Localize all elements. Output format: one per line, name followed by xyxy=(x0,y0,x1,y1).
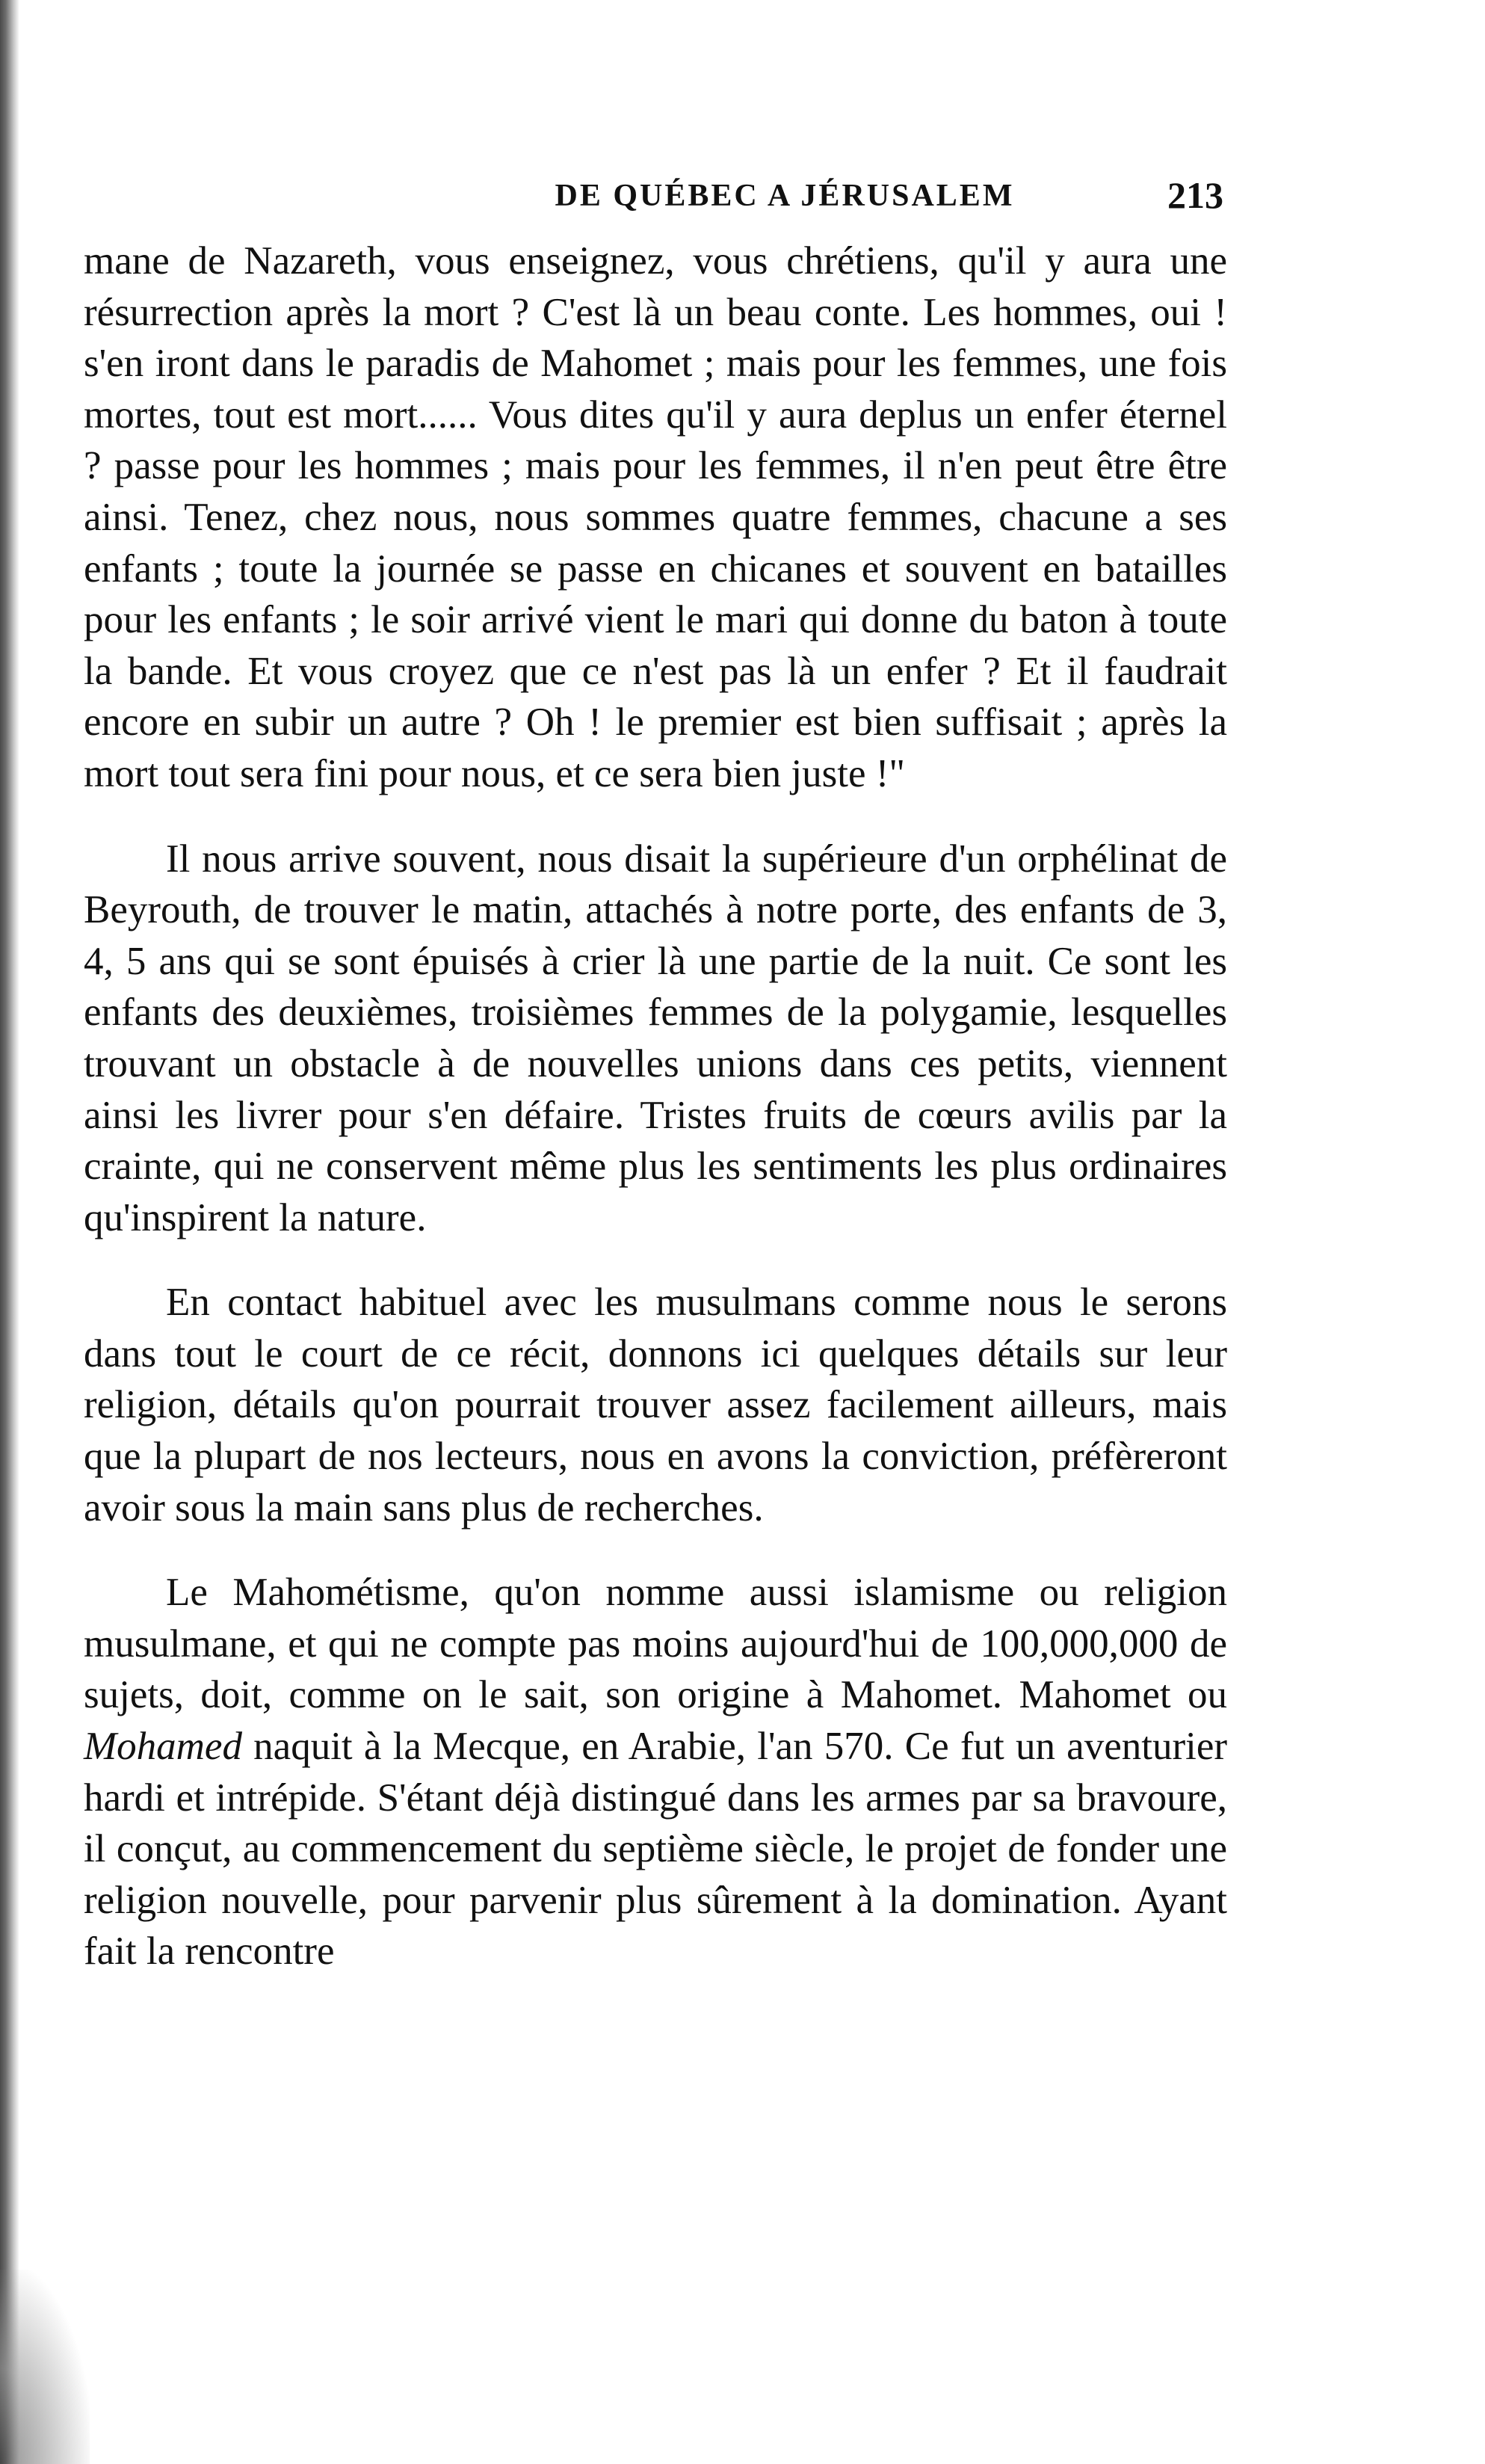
paragraph-mahometism-part1: Le Mahométisme, qu'on nomme aussi islamisme ou religion musulmane, et qui ne compte pas moins aujourd'hui de 100,000,000 de sujets, doit, comme on le sait, son origine à Mahomet. Mahomet ou xyxy=(84,1571,1227,1717)
page-number: 213 xyxy=(1167,174,1223,216)
paragraph-mahometism-part2: naquit à la Mecque, en Arabie, l'an 570. Ce fut un aventurier hardi et intrépide. S'étant déjà distingué dans les armes par sa bravoure, il conçut, au commencement du septième siècle, le projet de fonder une religion nouvelle, pour parvenir plus sûrement à la domination. Ayant fait la rencontre xyxy=(84,1725,1227,1974)
paragraph-muslim-contact: En contact habituel avec les musulmans comme nous le serons dans tout le court de ce récit, donnons ici quelques détails sur leur religion, détails qu'on pourrait trouver assez facilement ailleurs, mais que la plupart de nos lecteurs, nous en avons la conviction, préfèreront avoir sous la main sans plus de recherches. xyxy=(84,1281,1227,1530)
mohamed-italic: Mohamed xyxy=(84,1725,242,1769)
scan-shadow-corner xyxy=(0,2270,90,2464)
paragraph-quote-continuation: mane de Nazareth, vous enseignez, vous chrétiens, qu'il y aura une résurrection après la mort ? C'est là un beau conte. Les hommes, oui ! s'en iront dans le paradis de Mahomet ; mais pour les femmes, une fois mortes, tout est mort...... Vous dites qu'il y aura deplus un enfer éternel ? passe pour les hommes ; mais pour les femmes, il n'en peut être être ainsi. Tenez, chez nous, nous sommes quatre femmes, chacune a ses enfants ; toute la journée se passe en chicanes et souvent en batailles pour les enfants ; le soir arrivé vient le mari qui donne du baton à toute la bande. Et vous croyez que ce n'est pas là un enfer ? Et il faudrait encore en subir un autre ? Oh ! le premier est bien suffisait ; après la mort tout sera fini pour nous, et ce sera bien juste !" xyxy=(84,239,1227,795)
paragraph-orphanage: Il nous arrive souvent, nous disait la supérieure d'un orphélinat de Beyrouth, de trouver le matin, attachés à notre porte, des enfants de 3, 4, 5 ans qui se sont épuisés à crier là une partie de la nuit. Ce sont les enfants des deuxièmes, troisièmes femmes de la polygamie, lesquelles trouvant un obstacle à de nouvelles unions dans ces petits, viennent ainsi les livrer pour s'en défaire. Tristes fruits de cœurs avilis par la crainte, qui ne conservent même plus les sentiments les plus ordinaires qu'inspirent la nature. xyxy=(84,837,1227,1239)
scan-shadow-left xyxy=(0,0,19,2464)
running-title: DE QUÉBEC A JÉRUSALEM xyxy=(555,179,1015,213)
body-text xyxy=(84,235,1227,1977)
paragraph-mahometism xyxy=(84,1567,1227,1977)
